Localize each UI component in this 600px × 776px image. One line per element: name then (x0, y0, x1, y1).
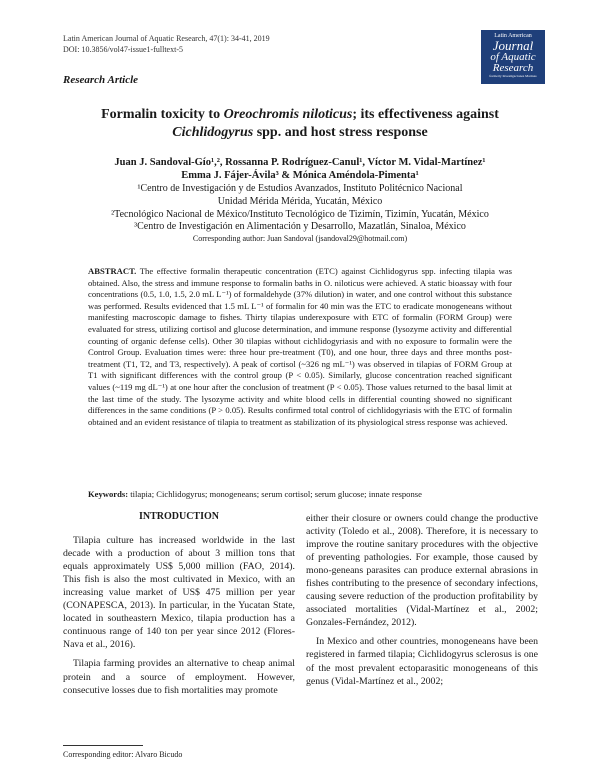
keywords-text: tilapia; Cichlidogyrus; monogeneans; serum cortisol; serum glucose; innate response (130, 489, 422, 499)
journal-logo (481, 30, 545, 84)
affiliation-1: ¹Centro de Investigación y de Estudios Avanzados, Instituto Politécnico Nacional (137, 183, 463, 194)
corresponding-author: Corresponding author: Juan Sandoval (jsandoval29@hotmail.com) (192, 234, 408, 243)
authors-line2: Emma J. Fájer-Ávila³ & Mónica Améndola-Pimenta¹ (181, 170, 419, 181)
title-part2: ; its effectiveness against (352, 107, 499, 122)
logo-line3: of Aquatic (490, 51, 536, 63)
section-heading-introduction: INTRODUCTION (138, 511, 219, 522)
abstract-text: The effective formalin therapeutic concentration (ETC) against Cichlidogyrus spp. infecting tilapia was obtained. Also, the stress and immune response to formalin baths in O. niloticus were achieved. A static bioassay with four concentrations (0.5, 1.0, 1.5, 2.0 mL L⁻¹) of formaldehyde (37% dilution) in water, and one control without this substance was performed. Results evidenced that 1.5 mL L⁻¹ of formalin for 40 min was the ETC to eradicate monogeneans without manifesting macroscopic damage to fishes. Thirty tilapias underexposure with ETC of formalin (FORM Group) were evaluated for stress, utilizing cortisol and glucose determination, and immune response (lysozyme activity and differential counting of organic defense cells). Other 30 tilapias without cichlidogyriasis and with no exposure to formalin were the Control Group. Evaluation times were: three hour pre-treatment (T0), and one hour, three days and three months post-treatment (T1, T2, and T3, respectively). A peak of cortisol (~326 ng mL⁻¹) was observed in tilapias of FORM Group at T1 with significant differences with the control group (P < 0.05). Similarly, glucose concentration reached significant values (~119 mg dL⁻¹) at one hour after the conclusion of treatment (P < 0.05). Those values returned to the basal limit at the last time of the study. The lysozyme activity and white blood cells in differential counting showed no significant differences in the same conditions (P > 0.05). Results confirmed total control of cichlidogyriasis with the ETC of formalin obtained and an evident resistance of tilapia to treatment as stabilization of its physiological stress response was achieved. (88, 266, 512, 427)
title-part1: Formalin toxicity to (101, 107, 224, 122)
journal-citation: Latin American Journal of Aquatic Research, 47(1): 34-41, 2019 (63, 34, 270, 43)
right-paragraph-2: In Mexico and other countries, monogeneans have been registered in farmed tilapia; Cichlidogyrus sclerosus is one of the most prevalent ectoparasitic monogeneans of this genus (Vidal-Martínez et al., 2002; (306, 636, 538, 687)
doi: DOI: 10.3856/vol47-issue1-fulltext-5 (63, 45, 183, 54)
intro-right-column (306, 512, 538, 694)
logo-line1: Latin American (494, 33, 532, 39)
abstract-label: ABSTRACT. (88, 266, 137, 276)
logo-line2: Journal (492, 38, 534, 53)
intro-left-column (63, 510, 295, 703)
footnote-rule (63, 745, 143, 746)
abstract (88, 266, 512, 428)
intro-paragraph-2: Tilapia farming provides an alternative to cheap animal protein and a source of employment. However, consecutive losses due to fish mortalities may promote (63, 658, 295, 696)
title-genus: Cichlidogyrus (172, 125, 254, 140)
logo-line4: Research (492, 62, 534, 74)
keywords-label: Keywords: (88, 489, 129, 499)
title-part3: spp. and host stress response (253, 125, 428, 140)
logo-tagline: formerly Investigaciones Marinas (489, 74, 537, 78)
authors-line1: Juan J. Sandoval-Gío¹,², Rossanna P. Rodríguez-Canul¹, Víctor M. Vidal-Martínez¹ (114, 157, 486, 168)
right-paragraph-1: either their closure or owners could change the productive activity (Toledo et al., 2008). Therefore, it is necessary to improve the routine sanitary procedures with the objective of preventing pathologies. For example, those caused by mono-geneans parasites can produce external abrasions in fishes contributing to the presence of secondary infections, causing severe reduction of the production profitability by associated mortalities (Vidal-Martínez et al., 2002; Gonzales-Fernández, 2012). (306, 513, 538, 629)
affiliation-3: ³Centro de Investigación en Alimentación y Desarrollo, Mazatlán, Sinaloa, México (134, 221, 466, 232)
keywords (88, 489, 512, 499)
article-type: Research Article (63, 74, 139, 86)
paper-title (60, 106, 540, 142)
affiliation-2: ²Tecnológico Nacional de México/Instituto Tecnológico de Tizimín, Tizimín, Yucatán, México (111, 209, 489, 220)
intro-paragraph-1: Tilapia culture has increased worldwide in the last decade with a production of about 3 million tons that equals approximately US$ 5,000 million (FAO, 2014). This fish is also the most cultivated in Mexico, with an increasing value market of US$ 475 million per year (CONAPESCA, 2013). In particular, in the Yucatan State, located in southeastern Mexico, tilapia production has a continuous range of 140 ton per year since 2012 (Flores-Nava et al., 2016). (63, 535, 295, 651)
affiliation-1-cont: Unidad Mérida Mérida, Yucatán, México (217, 196, 383, 207)
footnote: Corresponding editor: Alvaro Bicudo (63, 750, 183, 759)
title-species: Oreochromis niloticus (223, 107, 353, 122)
